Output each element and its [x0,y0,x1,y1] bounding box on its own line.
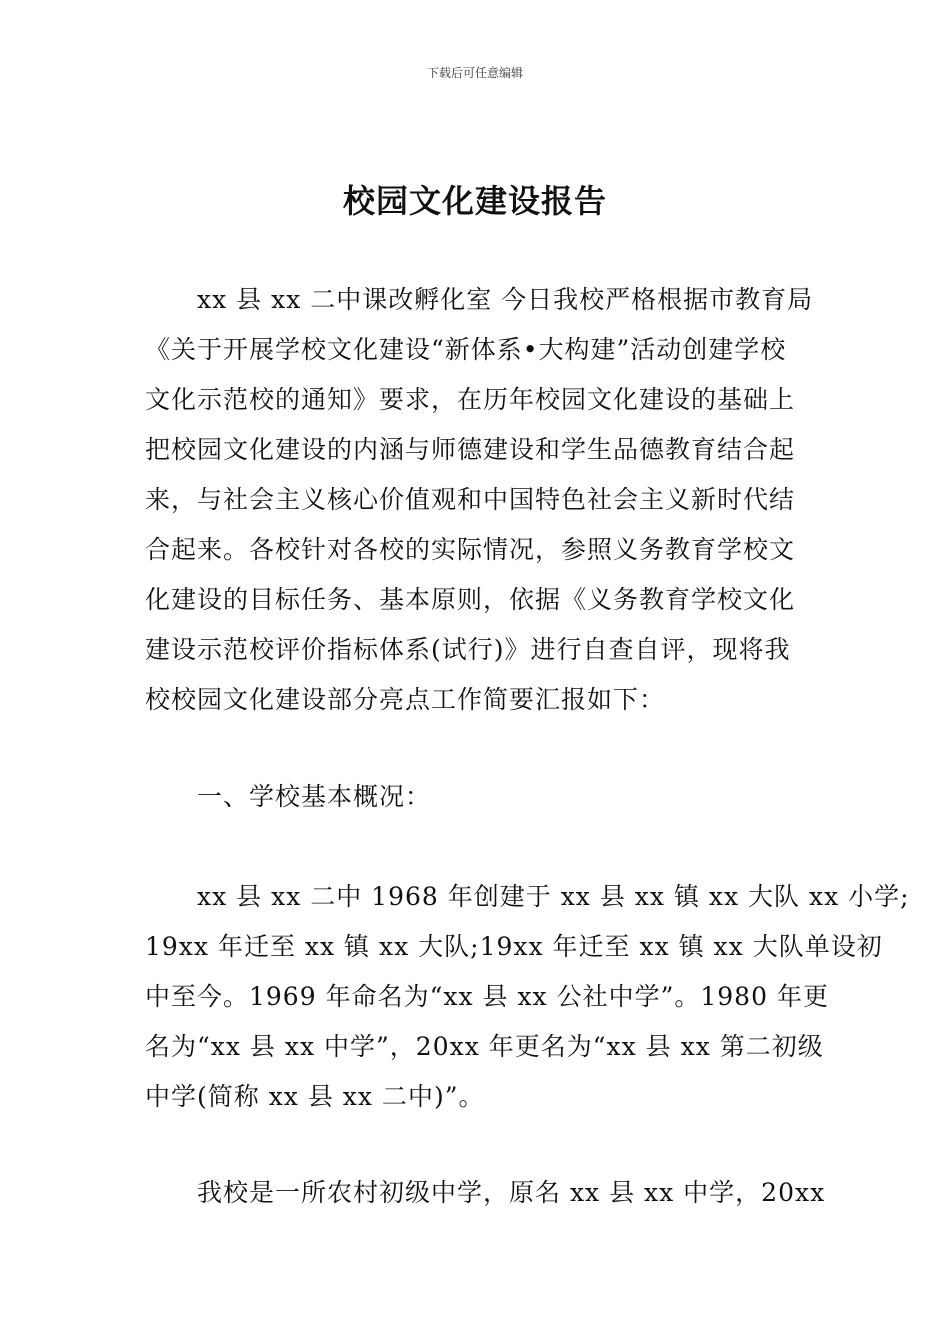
paragraph-line: 校校园文化建设部分亮点工作简要汇报如下： [145,685,666,714]
paragraph-intro [145,275,815,725]
section-heading [145,772,815,822]
paragraph-history [145,872,910,1122]
paragraph-line: 把校园文化建设的内涵与师德建设和学生品德教育结合起 [145,435,796,464]
section-heading-line: 一、学校基本概况： [197,782,432,811]
paragraph-line: 名为“xx 县 xx 中学”，20xx 年更名为“xx 县 xx 第二初级 [145,1032,824,1061]
paragraph-line: 合起来。各校针对各校的实际情况，参照义务教育学校文 [145,535,796,564]
paragraph-line: 中至今。1969 年命名为“xx 县 xx 公社中学”。1980 年更 [145,982,829,1011]
paragraph-line: 《关于开展学校文化建设“新体系•大构建”活动创建学校 [145,335,787,364]
paragraph-line: 建设示范校评价指标体系(试行)》进行自查自评，现将我 [145,635,791,664]
paragraph-line: 文化示范校的通知》要求，在历年校园文化建设的基础上 [145,385,796,414]
paragraph-line: xx 县 xx 二中 1968 年创建于 xx 县 xx 镇 xx 大队 xx 小学; [197,882,910,911]
paragraph-line: 来，与社会主义核心价值观和中国特色社会主义新时代结 [145,485,796,514]
header-note: 下载后可任意编辑 [426,66,523,80]
paragraph-school-description [145,1168,826,1218]
paragraph-line: 中学(简称 xx 县 xx 二中)”。 [145,1082,485,1111]
paragraph-line: 19xx 年迁至 xx 镇 xx 大队;19xx 年迁至 xx 镇 xx 大队单设初 [145,932,883,961]
document-title: 校园文化建设报告 [342,182,607,220]
paragraph-line: 我校是一所农村初级中学，原名 xx 县 xx 中学，20xx [197,1178,826,1207]
paragraph-line: xx 县 xx 二中课改孵化室 今日我校严格根据市教育局 [197,285,814,314]
paragraph-line: 化建设的目标任务、基本原则，依据《义务教育学校文化 [145,585,796,614]
